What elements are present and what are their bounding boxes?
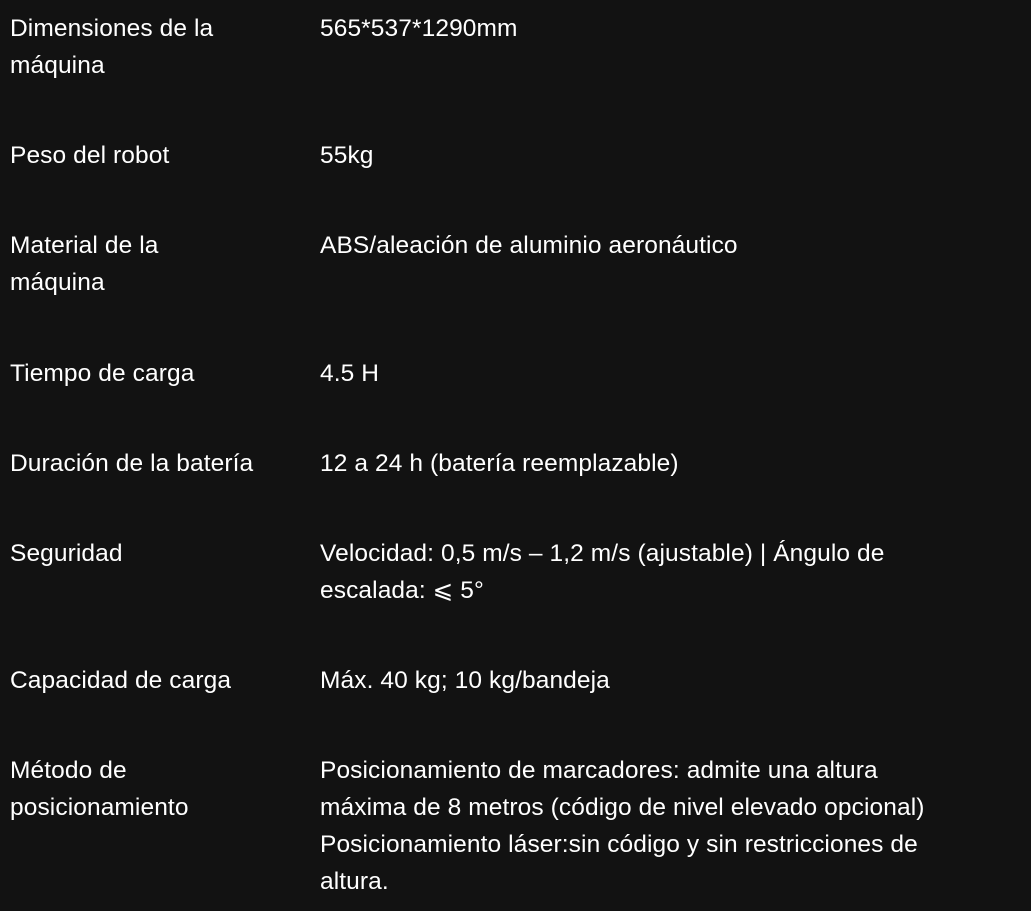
spec-value: 4.5 H [320, 360, 380, 387]
spec-label: Seguridad [10, 540, 123, 567]
spec-label: Método de posicionamiento [10, 757, 189, 821]
spec-value: Máx. 40 kg; 10 kg/bandeja [320, 667, 610, 694]
spec-label: Tiempo de carga [10, 360, 195, 387]
spec-label: Capacidad de carga [10, 667, 232, 694]
spec-value: ABS/aleación de aluminio aeronáutico [320, 232, 738, 259]
spec-value: 55kg [320, 142, 374, 169]
spec-value: 565*537*1290mm [320, 15, 518, 42]
spec-label: Dimensiones de la máquina [10, 15, 214, 79]
spec-value: Posicionamiento de marcadores: admite una altura máxima de 8 metros (código de nivel elevado opcional) Posicionamiento láser:sin código y sin restricciones de altura. [320, 757, 925, 895]
spec-value: 12 a 24 h (batería reemplazable) [320, 450, 679, 477]
spec-label: Material de la máquina [10, 232, 159, 296]
spec-label: Duración de la batería [10, 450, 254, 477]
spec-value: Velocidad: 0,5 m/s – 1,2 m/s (ajustable) | Ángulo de escalada: ⩽ 5° [320, 540, 885, 604]
spec-label: Peso del robot [10, 142, 170, 169]
